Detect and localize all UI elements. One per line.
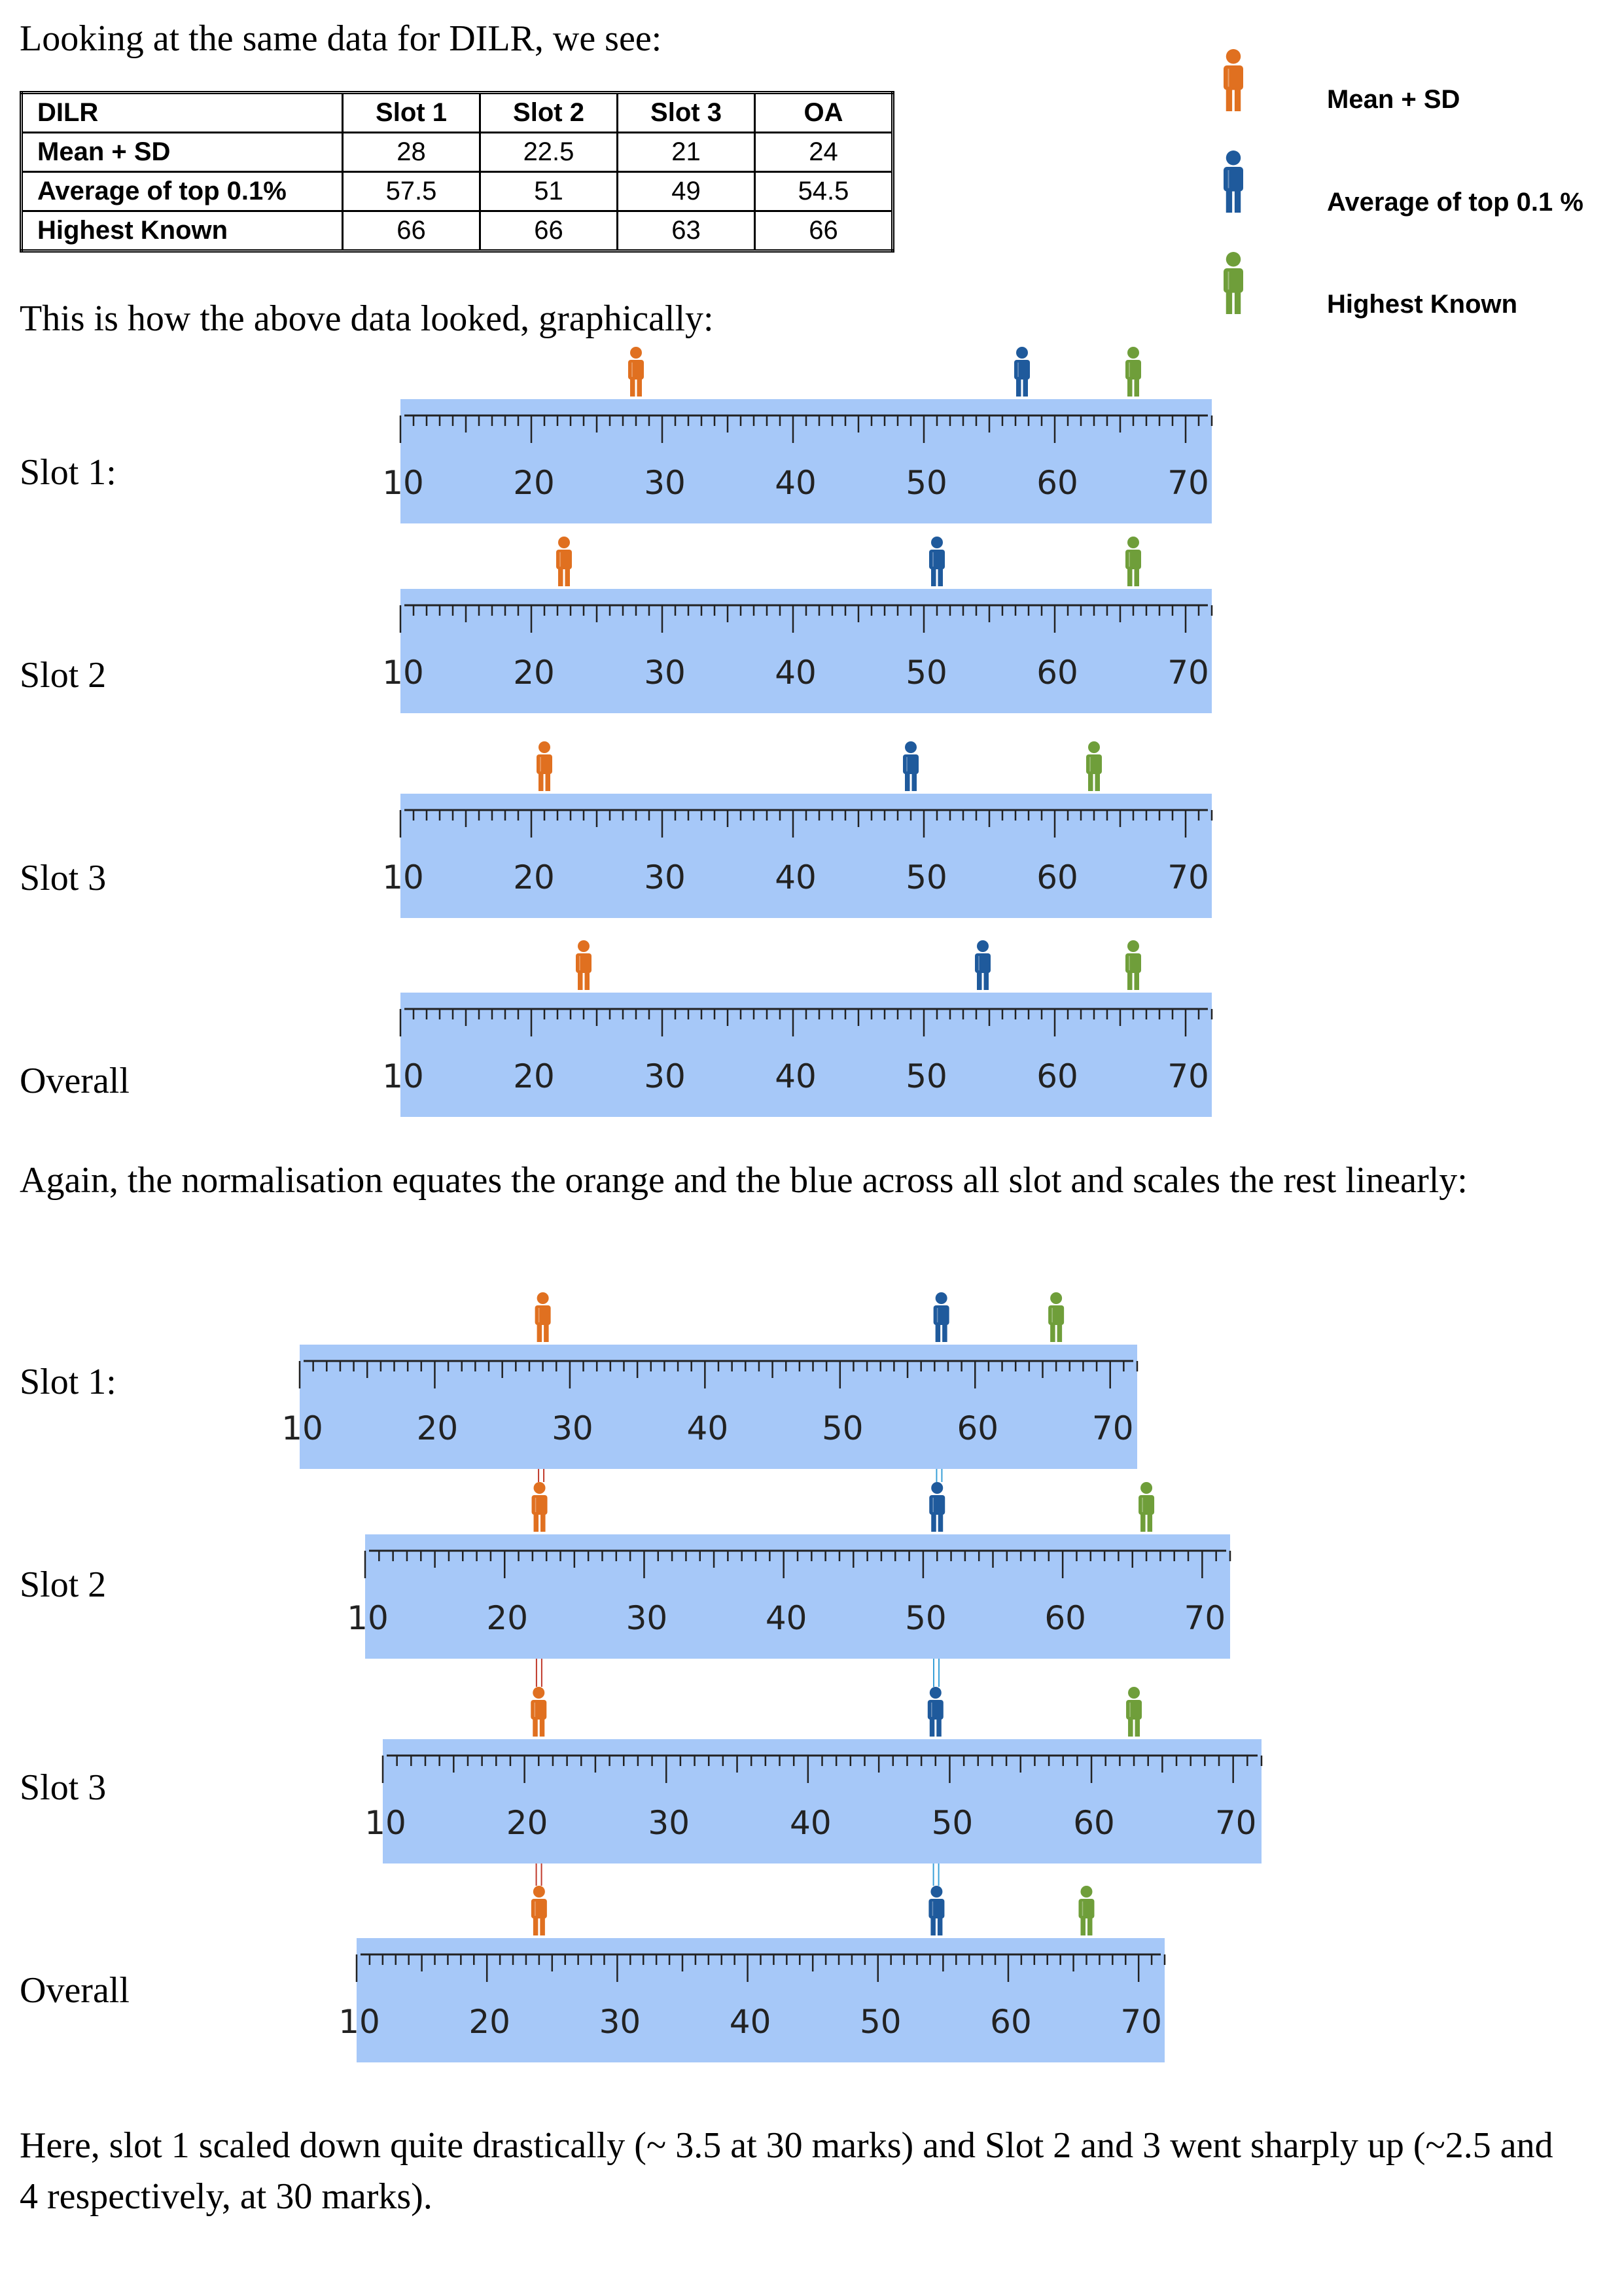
ruler-tick-label: 20 [513,858,555,896]
ruler-tick-label: 70 [1167,1057,1209,1095]
table-cell: 57.5 [343,172,480,211]
table-cell: 21 [618,133,755,172]
ruler-tick-label: 50 [859,2003,902,2041]
conclusion-line-1: Here, slot 1 scaled down quite drastically (~ 3.5 at 30 marks) and Slot 2 and 3 went sharply up (~2.5 and [20,2125,1553,2166]
graph-intro-text: This is how the above data looked, graphically: [20,298,714,339]
ruler-tick-label: 30 [644,1057,686,1095]
ruler-tick-label: 70 [1091,1409,1134,1447]
ruler-tick-label: 10 [382,1057,424,1095]
table-cell: 28 [343,133,480,172]
mean-sd-marker-icon [628,347,644,397]
ruler-tick-label: 40 [775,1057,817,1095]
intro-text: Looking at the same data for DILR, we see: [20,18,662,59]
ruler-tick-label: 50 [821,1409,864,1447]
table-cell: 66 [480,211,618,251]
table-header-cell: OA [755,93,893,133]
after-row-label: Slot 3 [20,1767,107,1808]
top-avg-marker-icon [929,537,945,586]
ruler-tick-label: 50 [906,858,947,896]
ruler-tick-label: 40 [775,464,817,502]
ruler-slot-1-before [382,347,1212,523]
row-label: Average of top 0.1% [22,172,343,211]
ruler-tick-label: 70 [1214,1804,1257,1842]
ruler-tick-label: 40 [729,2003,771,2041]
ruler-tick-label: 50 [931,1804,974,1842]
ruler-tick-label: 20 [416,1409,459,1447]
ruler-tick-label: 20 [513,1057,555,1095]
ruler-slot-2-before [382,537,1212,713]
ruler-tick-label: 10 [382,464,424,502]
before-row-label: Overall [20,1061,130,1101]
ruler-tick-label: 30 [552,1409,593,1447]
legend-green-person-icon [1217,249,1250,321]
ruler-tick-label: 30 [626,1599,668,1637]
table-header-cell: Slot 3 [618,93,755,133]
before-row-label: Slot 1: [20,452,116,493]
legend-label-top-avg: Average of top 0.1 % [1327,188,1583,217]
mean-sd-marker-icon [535,1292,551,1342]
ruler-tick-label: 10 [382,654,424,692]
top-avg-marker-icon [1014,347,1030,397]
ruler-tick-label: 30 [644,858,686,896]
ruler-tick-label: 10 [338,2003,380,2041]
ruler-tick-label: 10 [382,858,424,896]
ruler-tick-label: 60 [1036,464,1078,502]
mean-sd-marker-icon [537,741,552,791]
after-row-label: Overall [20,1970,130,2011]
ruler-tick-label: 60 [1036,654,1078,692]
ruler-tick-label: 30 [644,654,686,692]
ruler-tick-label: 50 [906,464,947,502]
ruler-tick-label: 10 [364,1804,406,1842]
table-row [22,172,893,211]
ruler-tick-label: 20 [486,1599,529,1637]
table-header-cell: Slot 1 [343,93,480,133]
ruler-tick-label: 40 [765,1599,807,1637]
ruler-tick-label: 20 [513,654,555,692]
ruler-tick-label: 40 [790,1804,832,1842]
ruler-tick-label: 50 [905,1599,947,1637]
highest-marker-icon [1086,741,1102,791]
ruler-tick-label: 40 [775,858,817,896]
legend-orange-person-icon [1217,46,1250,118]
ruler-tick-label: 40 [686,1409,729,1447]
ruler-tick-label: 50 [906,654,947,692]
ruler-tick-label: 20 [506,1804,548,1842]
dilr-table [20,91,894,253]
after-row-label: Slot 1: [20,1362,116,1402]
table-header-row [22,93,893,133]
ruler-tick-label: 40 [775,654,817,692]
top-avg-marker-icon [934,1292,949,1342]
ruler-tick-label: 30 [644,464,686,502]
ruler-tick-label: 60 [990,2003,1032,2041]
ruler-tick-label: 60 [957,1409,999,1447]
ruler-tick-label: 20 [513,464,555,502]
top-avg-marker-icon [903,741,919,791]
before-row-label: Slot 2 [20,655,107,696]
table-header-cell: Slot 2 [480,93,618,133]
table-header-cell: DILR [22,93,343,133]
ruler-tick-label: 20 [468,2003,511,2041]
after-row-label: Slot 2 [20,1564,107,1605]
ruler-tick-label: 30 [599,2003,641,2041]
ruler-tick-label: 60 [1073,1804,1115,1842]
table-row [22,133,893,172]
ruler-overall-before [382,940,1212,1117]
ruler-tick-label: 70 [1167,464,1209,502]
table-cell: 49 [618,172,755,211]
row-label: Highest Known [22,211,343,251]
person-icon [1224,252,1243,314]
person-icon [1224,150,1243,213]
table-cell: 66 [755,211,893,251]
highest-marker-icon [1048,1292,1064,1342]
ruler-tick-label: 60 [1036,1057,1078,1095]
person-icon [1224,49,1243,111]
ruler-tick-label: 70 [1120,2003,1162,2041]
table-cell: 54.5 [755,172,893,211]
table-cell: 66 [343,211,480,251]
ruler-tick-label: 50 [906,1057,947,1095]
legend-label-highest: Highest Known [1327,290,1518,319]
ruler-tick-label: 70 [1184,1599,1226,1637]
ruler-slot-3-before [382,741,1212,918]
ruler-tick-label: 70 [1167,858,1209,896]
ruler-tick-label: 70 [1167,654,1209,692]
table-cell: 51 [480,172,618,211]
legend-blue-person-icon [1217,147,1250,219]
ruler-tick-label: 60 [1036,858,1078,896]
ruler-tick-label: 60 [1044,1599,1086,1637]
row-label: Mean + SD [22,133,343,172]
highest-marker-icon [1125,347,1141,397]
table-cell: 22.5 [480,133,618,172]
table-cell: 63 [618,211,755,251]
table-cell: 24 [755,133,893,172]
alignment-connectors [0,1439,1624,2094]
highest-marker-icon [1125,537,1141,586]
conclusion-line-2: 4 respectively, at 30 marks). [20,2176,432,2217]
highest-marker-icon [1125,940,1141,990]
top-avg-marker-icon [975,940,991,990]
table-row [22,211,893,251]
normalisation-text: Again, the normalisation equates the orange and the blue across all slot and scales the rest linearly: [20,1160,1468,1201]
before-row-label: Slot 3 [20,858,107,898]
ruler-tick-label: 10 [281,1409,323,1447]
mean-sd-marker-icon [556,537,572,586]
mean-sd-marker-icon [576,940,591,990]
legend-label-mean-sd: Mean + SD [1327,85,1460,114]
ruler-tick-label: 10 [347,1599,389,1637]
ruler-tick-label: 30 [648,1804,690,1842]
